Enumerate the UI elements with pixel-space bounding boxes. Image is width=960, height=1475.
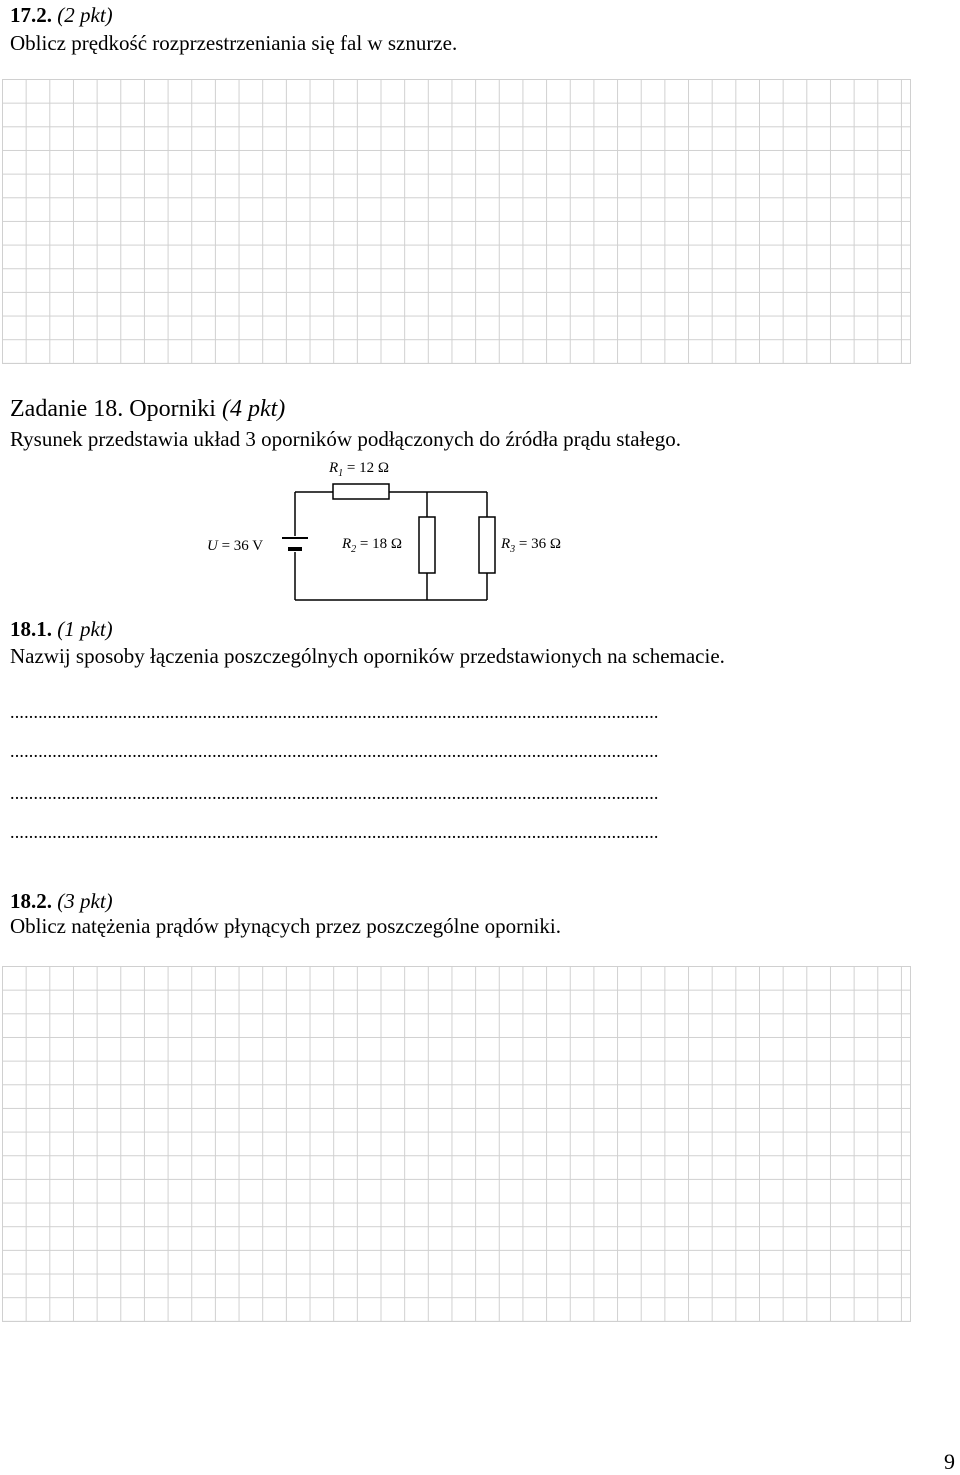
task-number: 17.2. — [10, 3, 52, 27]
task-number: 18.2. — [10, 889, 52, 913]
task-points: (3 pkt) — [57, 889, 113, 913]
label-r2: $R_2 = 18$ Ω — [342, 536, 403, 555]
label-r1: $R_1 = 12$ Ω — [329, 460, 390, 479]
task-18-2-header — [10, 889, 113, 913]
answer-grid-17-2[interactable] — [2, 79, 911, 364]
task-18-heading — [10, 395, 285, 423]
task-17-2-instruction: Oblicz prędkość rozprzestrzeniania się fal w sznurze. — [10, 31, 458, 55]
circuit-diagram — [0, 455, 960, 615]
answer-grid-18-2[interactable] — [2, 966, 911, 1322]
task-18-1-header — [10, 617, 113, 641]
task-18-title: Zadanie 18. Oporniki — [10, 396, 216, 422]
answer-line-4[interactable]: .......................................................................................................................................... — [10, 822, 659, 842]
task-18-points: (4 pkt) — [221, 396, 286, 422]
answer-line-1[interactable]: .......................................................................................................................................... — [10, 702, 659, 722]
task-18-2-instruction: Oblicz natężenia prądów płynących przez poszczególne oporniki. — [10, 914, 562, 938]
task-number: 18.1. — [10, 617, 52, 641]
resistor-r1 — [333, 484, 389, 499]
page-number: 9 — [944, 1449, 955, 1474]
task-18-description: Rysunek przedstawia układ 3 oporników podłączonych do źródła prądu stałego. — [10, 427, 681, 451]
task-18-1-instruction: Nazwij sposoby łączenia poszczególnych oporników przedstawionych na schemacie. — [10, 644, 725, 668]
resistor-r2 — [419, 517, 435, 573]
task-17-2-header — [10, 3, 113, 27]
label-source: U = 36 V — [207, 538, 264, 554]
resistor-r3 — [479, 517, 495, 573]
task-points: (1 pkt) — [57, 617, 113, 641]
label-r3: $R_3 = 36$ Ω — [501, 536, 562, 555]
answer-line-2[interactable]: .......................................................................................................................................... — [10, 741, 659, 761]
task-points: (2 pkt) — [57, 3, 113, 27]
answer-line-3[interactable]: .......................................................................................................................................... — [10, 783, 659, 803]
